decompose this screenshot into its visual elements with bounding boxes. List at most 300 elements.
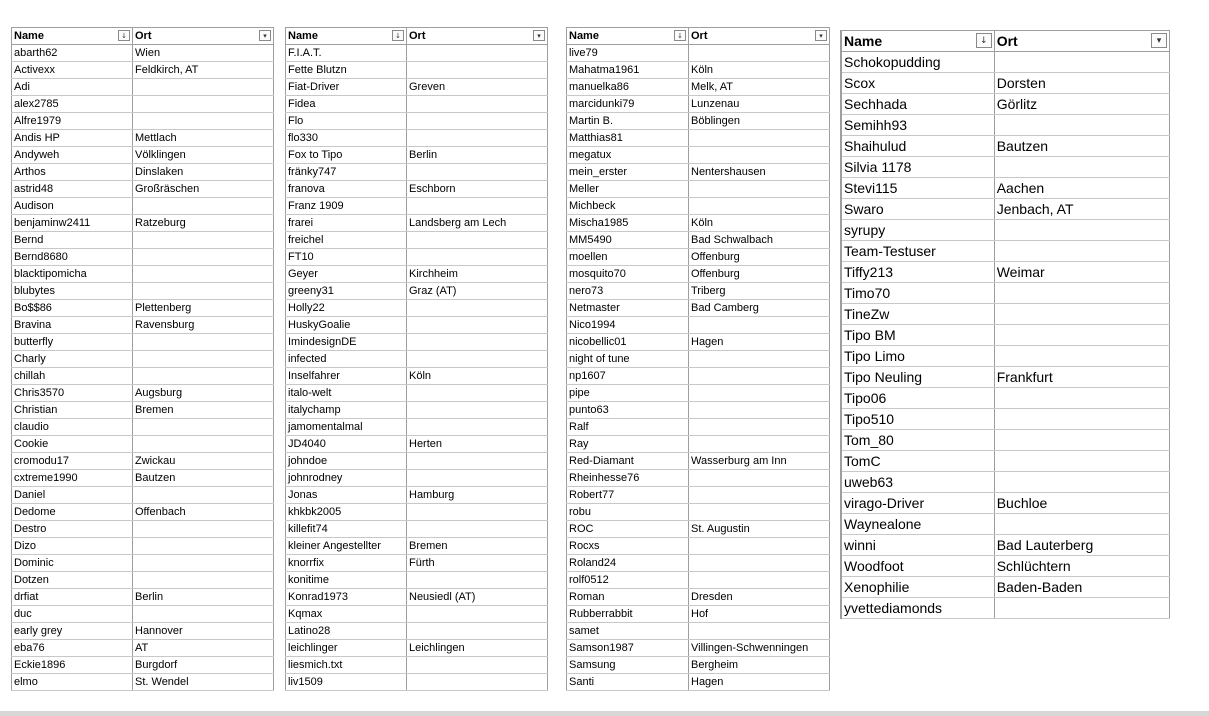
name-cell[interactable]: johnrodney <box>286 470 407 487</box>
ort-cell[interactable] <box>994 388 1169 409</box>
ort-cell[interactable]: St. Augustin <box>689 521 830 538</box>
sort-filter-icon[interactable]: ↓ <box>976 33 992 48</box>
ort-cell[interactable] <box>689 385 830 402</box>
ort-cell[interactable] <box>407 45 548 62</box>
name-cell[interactable]: Nico1994 <box>567 317 689 334</box>
name-cell[interactable]: Fox to Tipo <box>286 147 407 164</box>
name-cell[interactable]: ImindesignDE <box>286 334 407 351</box>
ort-cell[interactable]: Dorsten <box>994 73 1169 94</box>
name-cell[interactable]: TineZw <box>841 304 994 325</box>
name-cell[interactable]: MM5490 <box>567 232 689 249</box>
name-cell[interactable]: knorrfix <box>286 555 407 572</box>
name-cell[interactable]: khkbk2005 <box>286 504 407 521</box>
ort-cell[interactable]: Melk, AT <box>689 79 830 96</box>
ort-cell[interactable]: Bautzen <box>994 136 1169 157</box>
name-cell[interactable]: winni <box>841 535 994 556</box>
ort-cell[interactable] <box>689 504 830 521</box>
name-cell[interactable]: Bernd8680 <box>12 249 133 266</box>
ort-cell[interactable]: Köln <box>689 215 830 232</box>
ort-cell[interactable]: Frankfurt <box>994 367 1169 388</box>
name-cell[interactable]: Geyer <box>286 266 407 283</box>
name-cell[interactable]: Activexx <box>12 62 133 79</box>
ort-cell[interactable] <box>994 598 1169 619</box>
ort-cell[interactable]: Offenburg <box>689 249 830 266</box>
name-cell[interactable]: chillah <box>12 368 133 385</box>
name-cell[interactable]: live79 <box>567 45 689 62</box>
name-cell[interactable]: Robert77 <box>567 487 689 504</box>
ort-column-header[interactable] <box>994 31 1169 52</box>
ort-cell[interactable]: Bremen <box>133 402 274 419</box>
name-cell[interactable]: Matthias81 <box>567 130 689 147</box>
ort-cell[interactable]: Bad Schwalbach <box>689 232 830 249</box>
name-cell[interactable]: Samsung <box>567 657 689 674</box>
name-cell[interactable]: Semihh93 <box>841 115 994 136</box>
name-cell[interactable]: Ralf <box>567 419 689 436</box>
ort-cell[interactable] <box>407 572 548 589</box>
ort-cell[interactable]: Nentershausen <box>689 164 830 181</box>
dropdown-filter-icon[interactable]: ▾ <box>1151 33 1167 48</box>
name-cell[interactable]: Mischa1985 <box>567 215 689 232</box>
ort-cell[interactable] <box>407 198 548 215</box>
name-cell[interactable]: jamomentalmal <box>286 419 407 436</box>
name-cell[interactable]: Shaihulud <box>841 136 994 157</box>
name-cell[interactable]: Cookie <box>12 436 133 453</box>
ort-cell[interactable] <box>133 419 274 436</box>
ort-cell[interactable] <box>689 147 830 164</box>
ort-cell[interactable] <box>133 436 274 453</box>
ort-cell[interactable]: Villingen-Schwenningen <box>689 640 830 657</box>
ort-cell[interactable] <box>407 470 548 487</box>
ort-cell[interactable]: Leichlingen <box>407 640 548 657</box>
ort-cell[interactable] <box>407 385 548 402</box>
name-cell[interactable]: killefit74 <box>286 521 407 538</box>
ort-cell[interactable]: Bad Camberg <box>689 300 830 317</box>
name-cell[interactable]: Roman <box>567 589 689 606</box>
name-cell[interactable]: Stevi115 <box>841 178 994 199</box>
ort-cell[interactable] <box>994 157 1169 178</box>
ort-cell[interactable]: Köln <box>407 368 548 385</box>
name-cell[interactable]: Dominic <box>12 555 133 572</box>
ort-cell[interactable] <box>133 606 274 623</box>
ort-cell[interactable] <box>133 266 274 283</box>
name-cell[interactable]: blacktipomicha <box>12 266 133 283</box>
ort-cell[interactable] <box>133 283 274 300</box>
name-cell[interactable]: Fiat-Driver <box>286 79 407 96</box>
name-cell[interactable]: megatux <box>567 147 689 164</box>
name-cell[interactable]: fränky747 <box>286 164 407 181</box>
ort-cell[interactable] <box>407 453 548 470</box>
name-cell[interactable]: liv1509 <box>286 674 407 691</box>
ort-cell[interactable] <box>689 351 830 368</box>
name-cell[interactable]: Dotzen <box>12 572 133 589</box>
ort-cell[interactable]: Bremen <box>407 538 548 555</box>
name-cell[interactable]: uweb63 <box>841 472 994 493</box>
name-cell[interactable]: astrid48 <box>12 181 133 198</box>
sort-filter-icon[interactable]: ↓ <box>392 30 404 41</box>
ort-cell[interactable]: Offenbach <box>133 504 274 521</box>
name-cell[interactable]: nero73 <box>567 283 689 300</box>
name-cell[interactable]: italychamp <box>286 402 407 419</box>
ort-cell[interactable] <box>994 115 1169 136</box>
name-cell[interactable]: Tom_80 <box>841 430 994 451</box>
ort-cell[interactable]: Görlitz <box>994 94 1169 115</box>
name-cell[interactable]: frarei <box>286 215 407 232</box>
name-cell[interactable]: Netmaster <box>567 300 689 317</box>
name-cell[interactable]: johndoe <box>286 453 407 470</box>
ort-cell[interactable] <box>133 555 274 572</box>
ort-cell[interactable] <box>689 198 830 215</box>
ort-cell[interactable] <box>407 623 548 640</box>
name-column-header[interactable] <box>286 28 407 45</box>
name-cell[interactable]: pipe <box>567 385 689 402</box>
ort-column-header[interactable] <box>133 28 274 45</box>
name-column-header[interactable] <box>567 28 689 45</box>
ort-cell[interactable]: AT <box>133 640 274 657</box>
ort-cell[interactable]: Berlin <box>133 589 274 606</box>
ort-cell[interactable] <box>994 304 1169 325</box>
name-cell[interactable]: HuskyGoalie <box>286 317 407 334</box>
name-cell[interactable]: alex2785 <box>12 96 133 113</box>
name-cell[interactable]: Bernd <box>12 232 133 249</box>
ort-cell[interactable]: Dresden <box>689 589 830 606</box>
name-cell[interactable]: virago-Driver <box>841 493 994 514</box>
ort-cell[interactable] <box>689 555 830 572</box>
name-cell[interactable]: Holly22 <box>286 300 407 317</box>
ort-cell[interactable]: Ravensburg <box>133 317 274 334</box>
name-cell[interactable]: Xenophilie <box>841 577 994 598</box>
name-cell[interactable]: claudio <box>12 419 133 436</box>
ort-cell[interactable]: St. Wendel <box>133 674 274 691</box>
name-cell[interactable]: Michbeck <box>567 198 689 215</box>
name-cell[interactable]: marcidunki79 <box>567 96 689 113</box>
ort-cell[interactable] <box>407 351 548 368</box>
name-cell[interactable]: leichlinger <box>286 640 407 657</box>
name-cell[interactable]: Tipo510 <box>841 409 994 430</box>
ort-cell[interactable]: Eschborn <box>407 181 548 198</box>
ort-cell[interactable]: Köln <box>689 62 830 79</box>
name-cell[interactable]: np1607 <box>567 368 689 385</box>
name-cell[interactable]: Tipo Limo <box>841 346 994 367</box>
ort-cell[interactable]: Fürth <box>407 555 548 572</box>
table-row <box>567 368 830 385</box>
name-cell[interactable]: Martin B. <box>567 113 689 130</box>
ort-cell[interactable]: Greven <box>407 79 548 96</box>
ort-cell[interactable] <box>689 436 830 453</box>
sort-filter-icon[interactable]: ↓ <box>674 30 686 41</box>
name-cell[interactable]: manuelka86 <box>567 79 689 96</box>
name-cell[interactable]: Fidea <box>286 96 407 113</box>
ort-cell[interactable]: Lunzenau <box>689 96 830 113</box>
name-cell[interactable]: Red-Diamant <box>567 453 689 470</box>
name-cell[interactable]: infected <box>286 351 407 368</box>
ort-cell[interactable]: Völklingen <box>133 147 274 164</box>
ort-cell[interactable] <box>133 232 274 249</box>
name-cell[interactable]: Charly <box>12 351 133 368</box>
ort-cell[interactable]: Großräschen <box>133 181 274 198</box>
name-cell[interactable]: benjaminw2411 <box>12 215 133 232</box>
ort-cell[interactable]: Burgdorf <box>133 657 274 674</box>
ort-cell[interactable]: Augsburg <box>133 385 274 402</box>
name-cell[interactable]: Swaro <box>841 199 994 220</box>
ort-cell[interactable]: Triberg <box>689 283 830 300</box>
ort-cell[interactable] <box>407 300 548 317</box>
ort-cell[interactable] <box>407 402 548 419</box>
ort-cell[interactable] <box>133 249 274 266</box>
name-cell[interactable]: Schokopudding <box>841 52 994 73</box>
ort-cell[interactable] <box>994 325 1169 346</box>
name-cell[interactable]: samet <box>567 623 689 640</box>
ort-cell[interactable] <box>133 113 274 130</box>
ort-cell[interactable] <box>994 241 1169 262</box>
ort-cell[interactable] <box>407 164 548 181</box>
dropdown-filter-icon[interactable]: ▾ <box>533 30 545 41</box>
name-cell[interactable]: Sechhada <box>841 94 994 115</box>
ort-cell[interactable] <box>994 220 1169 241</box>
name-cell[interactable]: elmo <box>12 674 133 691</box>
ort-cell[interactable] <box>994 346 1169 367</box>
ort-cell[interactable]: Wasserburg am Inn <box>689 453 830 470</box>
ort-cell[interactable] <box>689 623 830 640</box>
ort-cell[interactable]: Offenburg <box>689 266 830 283</box>
name-cell[interactable]: franova <box>286 181 407 198</box>
name-cell[interactable]: Adi <box>12 79 133 96</box>
ort-cell[interactable]: Wien <box>133 45 274 62</box>
name-cell[interactable]: Team-Testuser <box>841 241 994 262</box>
name-cell[interactable]: Samson1987 <box>567 640 689 657</box>
ort-cell[interactable] <box>689 45 830 62</box>
ort-cell[interactable]: Landsberg am Lech <box>407 215 548 232</box>
name-cell[interactable]: Daniel <box>12 487 133 504</box>
ort-column-header[interactable] <box>689 28 830 45</box>
ort-cell[interactable] <box>994 451 1169 472</box>
ort-cell[interactable]: Bad Lauterberg <box>994 535 1169 556</box>
name-cell[interactable]: early grey <box>12 623 133 640</box>
ort-cell[interactable] <box>407 96 548 113</box>
ort-cell[interactable]: Plettenberg <box>133 300 274 317</box>
name-cell[interactable]: rolf0512 <box>567 572 689 589</box>
name-cell[interactable]: Scox <box>841 73 994 94</box>
ort-cell[interactable]: Hamburg <box>407 487 548 504</box>
ort-cell[interactable] <box>407 606 548 623</box>
name-cell[interactable]: italo-welt <box>286 385 407 402</box>
name-cell[interactable]: TomC <box>841 451 994 472</box>
ort-cell[interactable] <box>133 334 274 351</box>
ort-cell[interactable] <box>407 232 548 249</box>
name-cell[interactable]: Dizo <box>12 538 133 555</box>
name-cell[interactable]: blubytes <box>12 283 133 300</box>
name-column-header[interactable] <box>841 31 994 52</box>
name-cell[interactable]: moellen <box>567 249 689 266</box>
name-cell[interactable]: Arthos <box>12 164 133 181</box>
ort-cell[interactable]: Hagen <box>689 674 830 691</box>
name-cell[interactable]: Jonas <box>286 487 407 504</box>
ort-cell[interactable]: Weimar <box>994 262 1169 283</box>
name-cell[interactable]: konitime <box>286 572 407 589</box>
ort-cell[interactable] <box>689 368 830 385</box>
name-cell[interactable]: Tipo Neuling <box>841 367 994 388</box>
name-cell[interactable]: robu <box>567 504 689 521</box>
ort-cell[interactable] <box>994 283 1169 304</box>
name-cell[interactable]: Ray <box>567 436 689 453</box>
ort-cell[interactable] <box>407 317 548 334</box>
name-cell[interactable]: Rheinhesse76 <box>567 470 689 487</box>
name-cell[interactable]: Andis HP <box>12 130 133 147</box>
ort-cell[interactable] <box>407 504 548 521</box>
ort-cell[interactable]: Aachen <box>994 178 1169 199</box>
ort-cell[interactable] <box>407 334 548 351</box>
ort-cell[interactable]: Ratzeburg <box>133 215 274 232</box>
name-cell[interactable]: JD4040 <box>286 436 407 453</box>
name-cell[interactable]: Fette Blutzn <box>286 62 407 79</box>
ort-cell[interactable] <box>407 657 548 674</box>
name-cell[interactable]: Rocxs <box>567 538 689 555</box>
ort-cell[interactable]: Jenbach, AT <box>994 199 1169 220</box>
name-cell[interactable]: liesmich.txt <box>286 657 407 674</box>
name-cell[interactable]: Timo70 <box>841 283 994 304</box>
ort-cell[interactable] <box>407 674 548 691</box>
ort-cell[interactable]: Dinslaken <box>133 164 274 181</box>
name-cell[interactable]: nicobellic01 <box>567 334 689 351</box>
name-cell[interactable]: Inselfahrer <box>286 368 407 385</box>
name-cell[interactable]: freichel <box>286 232 407 249</box>
name-cell[interactable]: Eckie1896 <box>12 657 133 674</box>
ort-cell[interactable] <box>689 572 830 589</box>
ort-cell[interactable]: Neusiedl (AT) <box>407 589 548 606</box>
name-cell[interactable]: Tipo BM <box>841 325 994 346</box>
ort-cell[interactable] <box>689 470 830 487</box>
ort-cell[interactable]: Berlin <box>407 147 548 164</box>
name-cell[interactable]: FT10 <box>286 249 407 266</box>
ort-cell[interactable] <box>994 409 1169 430</box>
name-cell[interactable]: eba76 <box>12 640 133 657</box>
ort-cell[interactable]: Schlüchtern <box>994 556 1169 577</box>
ort-cell[interactable]: Böblingen <box>689 113 830 130</box>
ort-cell[interactable] <box>994 52 1169 73</box>
ort-cell[interactable] <box>407 521 548 538</box>
ort-cell[interactable]: Hannover <box>133 623 274 640</box>
name-cell[interactable]: Franz 1909 <box>286 198 407 215</box>
name-cell[interactable]: Tiffy213 <box>841 262 994 283</box>
ort-cell[interactable]: Baden-Baden <box>994 577 1169 598</box>
ort-cell[interactable] <box>689 487 830 504</box>
ort-cell[interactable] <box>407 62 548 79</box>
name-cell[interactable]: Chris3570 <box>12 385 133 402</box>
name-cell[interactable]: Latino28 <box>286 623 407 640</box>
name-cell[interactable]: greeny31 <box>286 283 407 300</box>
name-cell[interactable]: Silvia 1178 <box>841 157 994 178</box>
name-cell[interactable]: Kqmax <box>286 606 407 623</box>
name-cell[interactable]: kleiner Angestellter <box>286 538 407 555</box>
name-cell[interactable]: flo330 <box>286 130 407 147</box>
name-cell[interactable]: Bo$$86 <box>12 300 133 317</box>
ort-cell[interactable]: Bautzen <box>133 470 274 487</box>
name-cell[interactable]: ROC <box>567 521 689 538</box>
ort-cell[interactable]: Hagen <box>689 334 830 351</box>
ort-cell[interactable] <box>133 487 274 504</box>
name-cell[interactable]: yvettediamonds <box>841 598 994 619</box>
ort-cell[interactable] <box>133 198 274 215</box>
name-cell[interactable]: Dedome <box>12 504 133 521</box>
ort-cell[interactable] <box>133 351 274 368</box>
name-column-header[interactable] <box>12 28 133 45</box>
ort-cell[interactable] <box>994 430 1169 451</box>
name-cell[interactable]: Tipo06 <box>841 388 994 409</box>
ort-cell[interactable] <box>133 521 274 538</box>
name-cell[interactable]: punto63 <box>567 402 689 419</box>
ort-cell[interactable]: Feldkirch, AT <box>133 62 274 79</box>
ort-cell[interactable] <box>689 317 830 334</box>
ort-cell[interactable] <box>133 538 274 555</box>
name-cell[interactable]: Flo <box>286 113 407 130</box>
ort-cell[interactable]: Graz (AT) <box>407 283 548 300</box>
ort-cell[interactable]: Hof <box>689 606 830 623</box>
name-cell[interactable]: mosquito70 <box>567 266 689 283</box>
name-cell[interactable]: cxtreme1990 <box>12 470 133 487</box>
ort-cell[interactable] <box>407 113 548 130</box>
ort-cell[interactable] <box>407 419 548 436</box>
name-cell[interactable]: F.I.A.T. <box>286 45 407 62</box>
name-cell[interactable]: Bravina <box>12 317 133 334</box>
dropdown-filter-icon[interactable]: ▾ <box>259 30 271 41</box>
name-cell[interactable]: Christian <box>12 402 133 419</box>
sort-filter-icon[interactable]: ↓ <box>118 30 130 41</box>
name-cell[interactable]: drfiat <box>12 589 133 606</box>
name-cell[interactable]: butterfly <box>12 334 133 351</box>
ort-cell[interactable]: Kirchheim <box>407 266 548 283</box>
name-cell[interactable]: duc <box>12 606 133 623</box>
ort-cell[interactable] <box>133 79 274 96</box>
name-cell[interactable]: Rubberrabbit <box>567 606 689 623</box>
ort-cell[interactable]: Mettlach <box>133 130 274 147</box>
ort-cell[interactable]: Bergheim <box>689 657 830 674</box>
bottom-scroll-bar[interactable] <box>0 711 1209 716</box>
name-cell[interactable]: Roland24 <box>567 555 689 572</box>
name-cell[interactable]: abarth62 <box>12 45 133 62</box>
ort-cell[interactable]: Zwickau <box>133 453 274 470</box>
name-cell[interactable]: Destro <box>12 521 133 538</box>
ort-cell[interactable]: Herten <box>407 436 548 453</box>
ort-cell[interactable] <box>689 538 830 555</box>
name-cell[interactable]: Konrad1973 <box>286 589 407 606</box>
ort-cell[interactable] <box>133 96 274 113</box>
ort-cell[interactable] <box>994 472 1169 493</box>
name-cell[interactable]: Audison <box>12 198 133 215</box>
name-cell[interactable]: Waynealone <box>841 514 994 535</box>
name-cell[interactable]: Andyweh <box>12 147 133 164</box>
name-cell[interactable]: Mahatma1961 <box>567 62 689 79</box>
ort-cell[interactable] <box>407 249 548 266</box>
ort-cell[interactable] <box>994 514 1169 535</box>
name-cell[interactable]: Alfre1979 <box>12 113 133 130</box>
ort-cell[interactable] <box>689 402 830 419</box>
ort-cell[interactable] <box>689 130 830 147</box>
ort-cell[interactable] <box>133 368 274 385</box>
name-cell[interactable]: syrupy <box>841 220 994 241</box>
ort-cell[interactable] <box>133 572 274 589</box>
dropdown-filter-icon[interactable]: ▾ <box>815 30 827 41</box>
ort-cell[interactable] <box>689 419 830 436</box>
name-cell[interactable]: Woodfoot <box>841 556 994 577</box>
name-cell[interactable]: Meller <box>567 181 689 198</box>
name-cell[interactable]: cromodu17 <box>12 453 133 470</box>
ort-column-header[interactable] <box>407 28 548 45</box>
name-cell[interactable]: night of tune <box>567 351 689 368</box>
ort-cell[interactable] <box>689 181 830 198</box>
ort-cell[interactable]: Buchloe <box>994 493 1169 514</box>
name-cell[interactable]: mein_erster <box>567 164 689 181</box>
name-cell[interactable]: Santi <box>567 674 689 691</box>
ort-cell[interactable] <box>407 130 548 147</box>
